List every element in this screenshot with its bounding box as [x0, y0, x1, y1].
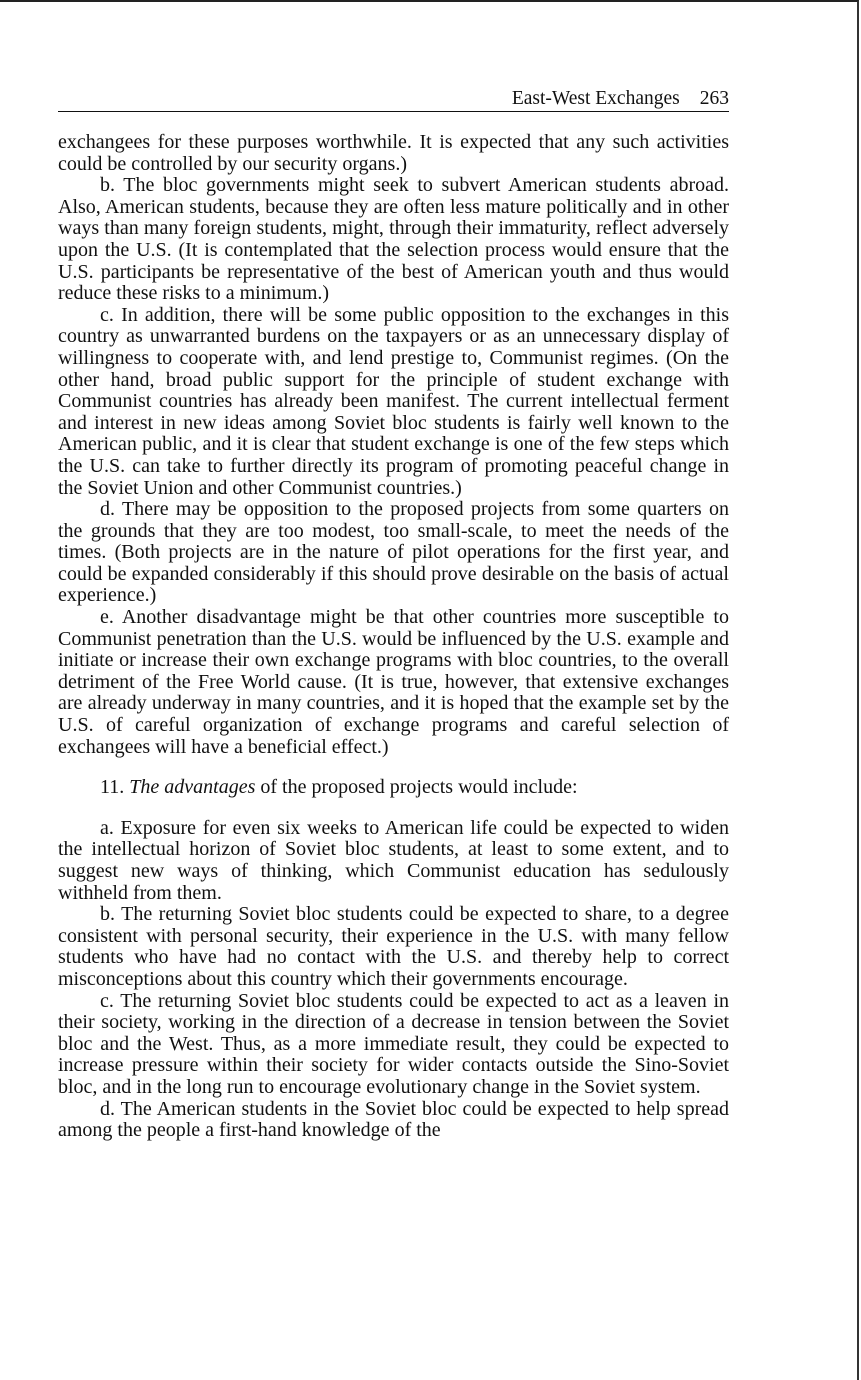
paragraph-10c: c. In addition, there will be some public opposition to the exchanges in this country as unwarranted burdens on the taxpayers or as an unnecessary display of willingness to cooperate with, and lend prestige to, Communist regimes. (On the other hand, broad public support for the principle of student exchange with Communist countries has already been manifest. The current intellectual ferment and interest in new ideas among Soviet bloc students is fairly well known to the American public, and it is clear that student exchange is one of the few steps which the U.S. can take to further directly its program of promoting peaceful change in the Soviet Union and other Communist countries.) [58, 303, 729, 499]
section-title-italic: The advantages [129, 776, 256, 799]
section-heading-11 [58, 777, 729, 799]
document-body [58, 132, 729, 1142]
section-title-rest: of the proposed projects would include: [260, 776, 578, 799]
section-number: 11. [100, 776, 125, 799]
paragraph-11c: c. The returning Soviet bloc students could be expected to act as a leaven in their society, working in the direction of a decrease in tension between the Soviet bloc and the West. Thus, as a more immediate result, they could be expected to increase pressure within their society for wider contacts outside the Sino-Soviet bloc, and in the long run to encourage evolutionary change in the Soviet system. [58, 989, 729, 1098]
paragraph-11b: b. The returning Soviet bloc students could be expected to share, to a degree consistent with personal security, their experience in the U.S. with many fellow students who have had no contact with the U.S. and thereby help to correct misconceptions about this country which their governments encourage. [58, 903, 729, 990]
paragraph-11a: a. Exposure for even six weeks to American life could be expected to widen the intellectual horizon of Soviet bloc students, at least to some extent, and to suggest new ways of thinking, which Communist education has sedulously withheld from them. [58, 816, 729, 904]
paragraph-continuation: exchangees for these purposes worthwhile. It is expected that any such activities could be controlled by our security organs.) [58, 131, 729, 175]
paragraph-10d: d. There may be opposition to the proposed projects from some quarters on the grounds that they are too modest, too small-scale, to meet the needs of the times. (Both projects are in the nature of pilot operations for the first year, and could be expanded considerably if this should prove desirable on the basis of actual experience.) [58, 498, 729, 607]
paragraph-10b: b. The bloc governments might seek to subvert American students abroad. Also, American students, because they are often less mature politically and in other ways than many foreign students, might, through their immaturity, reflect adversely upon the U.S. (It is contemplated that the selection process would ensure that the U.S. participants be representative of the best of American youth and thus would reduce these risks to a minimum.) [58, 174, 729, 305]
paragraph-10e: e. Another disadvantage might be that other countries more susceptible to Communist penetration than the U.S. would be influenced by the U.S. example and initiate or increase their own exchange programs with bloc countries, to the overall detriment of the Free World cause. (It is true, however, that extensive exchanges are already underway in many countries, and it is hoped that the example set by the U.S. of careful organization of exchange programs and careful selection of exchangees will have a beneficial effect.) [58, 606, 729, 758]
page-number: 263 [699, 88, 729, 109]
running-header [58, 88, 729, 112]
running-title: East-West Exchanges [511, 88, 680, 109]
paragraph-11d: d. The American students in the Soviet bloc could be expected to help spread among the people a first-hand knowledge of the [58, 1097, 729, 1142]
